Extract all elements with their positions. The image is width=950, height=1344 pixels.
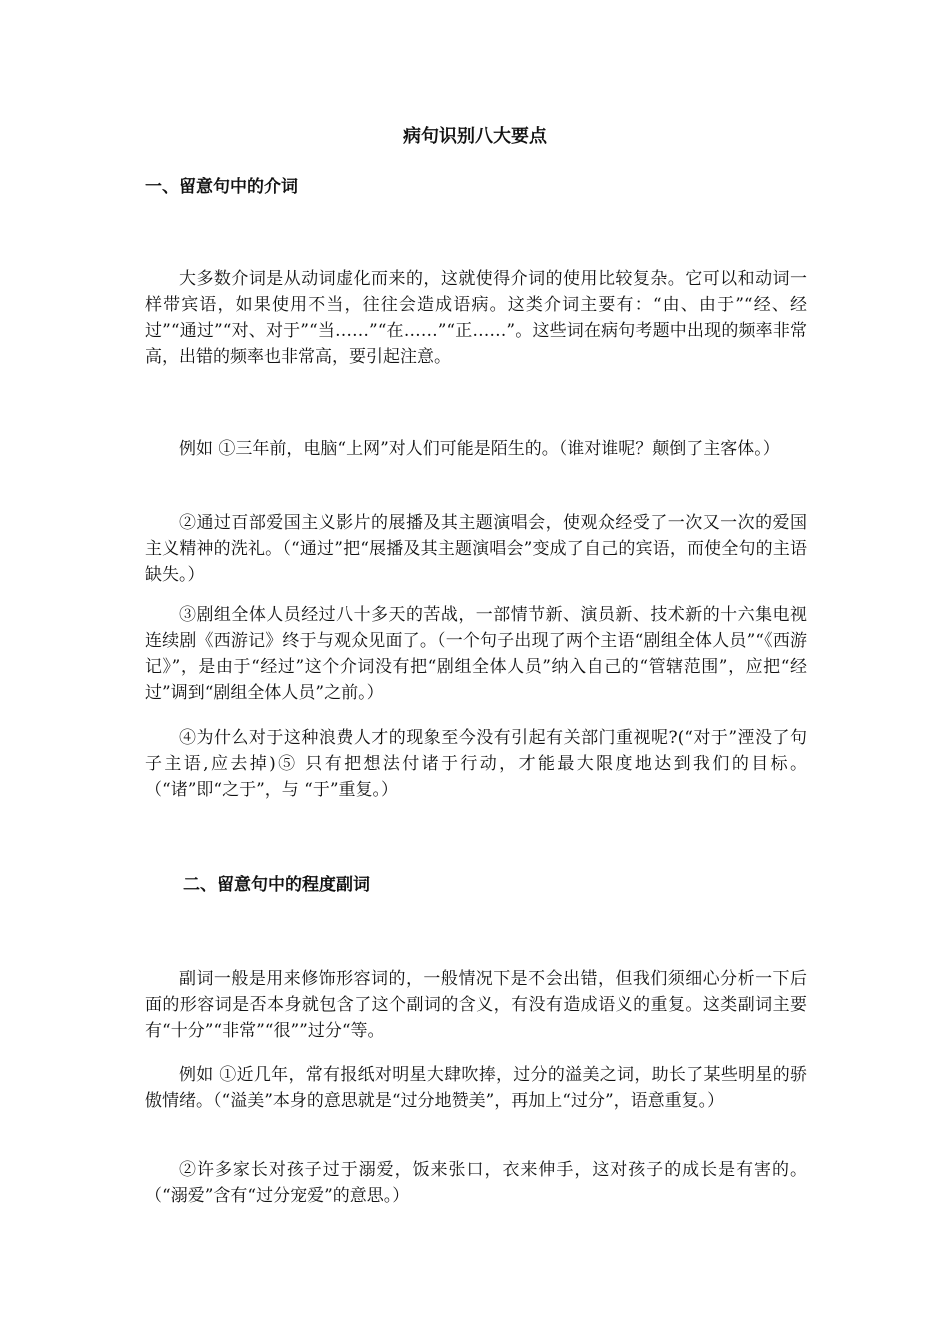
paragraph-adverb-example-1: 例如 ①近几年，常有报纸对明星大肆吹捧，过分的溢美之词，助长了某些明星的骄傲情绪。（“溢美”本身的意思就是“过分地赞美”，再加上“过分”，语意重复。）	[145, 1065, 807, 1111]
paragraph-example-3: ③剧组全体人员经过八十多天的苦战，一部情节新、演员新、技术新的十六集电视连续剧《西游记》终于与观众见面了。（一个句子出现了两个主语“剧组全体人员”“《西游记》”，是由于“经过”这个介词没有把“剧组全体人员”纳入自己的“管辖范围”，应把“经过”调到“剧组全体人员”之前。）	[145, 605, 807, 703]
section-heading-degree-adverbs: 二、留意句中的程度副词	[183, 875, 370, 895]
paragraph-adverbs-intro: 副词一般是用来修饰形容词的，一般情况下是不会出错，但我们须细心分析一下后面的形容词是否本身就包含了这个副词的含义，有没有造成语义的重复。这类副词主要有“十分”“非常”“很””过分“等。	[145, 969, 807, 1041]
document-title: 病句识别八大要点	[403, 126, 547, 147]
paragraph-example-1: 例如 ①三年前，电脑“上网”对人们可能是陌生的。（谁对谁呢？颠倒了主客体。）	[179, 439, 780, 459]
paragraph-example-4-5: ④为什么对于这种浪费人才的现象至今没有引起有关部门重视呢?(“对于”湮没了句子主语,应去掉)⑤ 只有把想法付诸于行动，才能最大限度地达到我们的目标。（“诸”即“之于”，与 “于”重复。）	[145, 728, 807, 800]
section-heading-prepositions: 一、留意句中的介词	[145, 177, 298, 197]
paragraph-prepositions-intro: 大多数介词是从动词虚化而来的，这就使得介词的使用比较复杂。它可以和动词一样带宾语，如果使用不当，往往会造成语病。这类介词主要有：“由、由于”“经、经过”“通过”“对、对于”“当……”“在……”“正……”。这些词在病句考题中出现的频率非常高，出错的频率也非常高，要引起注意。	[145, 269, 807, 367]
paragraph-example-2: ②通过百部爱国主义影片的展播及其主题演唱会，使观众经受了一次又一次的爱国主义精神的洗礼。（“通过”把“展播及其主题演唱会”变成了自己的宾语，而使全句的主语缺失。）	[145, 513, 807, 585]
paragraph-adverb-example-2: ②许多家长对孩子过于溺爱，饭来张口，衣来伸手，这对孩子的成长是有害的。（“溺爱”含有“过分宠爱”的意思。）	[145, 1160, 807, 1206]
